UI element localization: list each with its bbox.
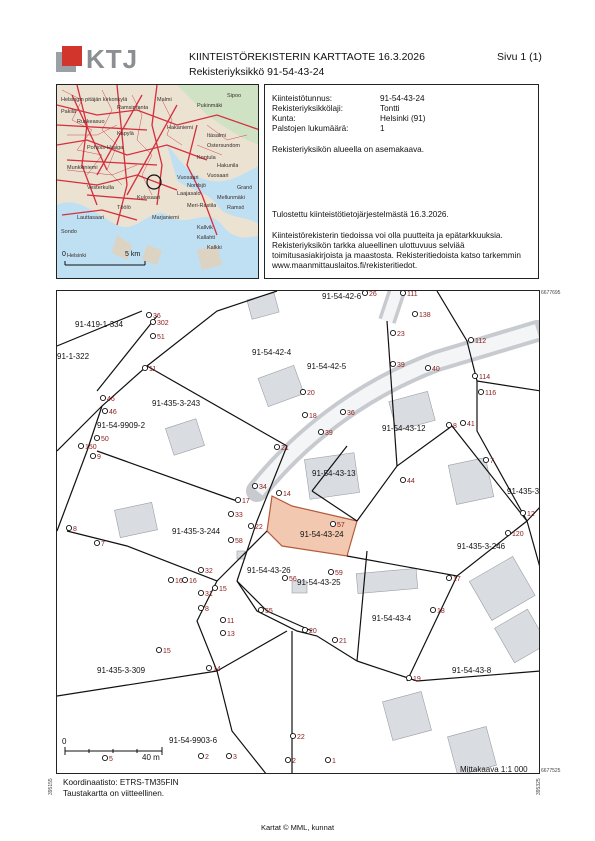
ktj-logo-mark-icon <box>56 46 82 72</box>
boundary-point-number: 40 <box>432 366 440 373</box>
boundary-point-marker <box>285 757 290 762</box>
boundary-point-number: 8 <box>453 423 457 430</box>
overview-scale-zero: 0 <box>62 251 66 258</box>
boundary-point-number: 36 <box>347 410 355 417</box>
boundary-point-number: 46 <box>109 409 117 416</box>
boundary-point-number: 58 <box>235 538 243 545</box>
unit-label: 91-54-42-5 <box>307 362 347 371</box>
boundary-point-number: 34 <box>259 484 267 491</box>
unit-label: 91-54-43-4 <box>372 614 412 623</box>
boundary-point-marker <box>472 373 477 378</box>
boundary-point-number: 57 <box>337 522 345 529</box>
overview-place-label: Granö <box>237 185 253 191</box>
overview-place-label: Kallahti <box>197 235 216 241</box>
overview-place-label: Vesterkulla <box>87 185 114 191</box>
overview-place-label: Meri-Rastila <box>187 203 217 209</box>
plan-note: Rekisteriyksikön alueella on asemakaava. <box>272 145 425 154</box>
boundary-point-number: 22 <box>255 524 263 531</box>
coordinate-system: Koordinaatisto: ETRS-TM35FIN <box>63 778 179 787</box>
boundary-point-number: 50 <box>101 436 109 443</box>
boundary-point-number: 51 <box>157 334 165 341</box>
boundary-point-marker <box>302 412 307 417</box>
overview-place-label: Vuosaari <box>207 173 229 179</box>
boundary-point-number: 20 <box>307 390 315 397</box>
boundary-point-marker <box>325 757 330 762</box>
document-title: KIINTEISTÖREKISTERIN KARTTAOTE 16.3.2026 <box>189 51 425 63</box>
basemap-note: Taustakartta on viitteellinen. <box>63 789 165 798</box>
boundary-point-marker <box>66 525 71 530</box>
property-info-panel: Kiinteistötunnus: 91-54-43-24 Rekisteriyksikkölaji: Tontti Kunta: Helsinki (91) Palstojen lukumäärä: 1 Rekisteriyksikön alueella on asemakaava. Tulostettu kiinteistötietojärjestelmästä 16.3.2026. Kiinteistörekisterin tiedoissa voi olla puutteita ja epätarkkuuksia. Rekisteriyksikön tarkka alueellinen ulottuvuus selviää toimitusasiakirjoista ja maastosta. Rekisteritiedoista katso tarkemmin www.maanmittauslaitos.fi/rekisteritiedot. <box>264 84 539 279</box>
cadastral-map-canvas <box>57 291 540 774</box>
boundary-point-number: 15 <box>163 648 171 655</box>
unit-label: 91-435-3-309 <box>97 666 146 675</box>
boundary-point-number: 36 <box>153 313 161 320</box>
boundary-point-marker <box>460 420 465 425</box>
unit-label: 91-54-43-25 <box>297 578 341 587</box>
boundary-point-number: 59 <box>335 570 343 577</box>
boundary-point-marker <box>142 365 147 370</box>
boundary-point-marker <box>302 627 307 632</box>
unit-label: 91-419-1-334 <box>75 320 124 329</box>
boundary-point-number: 41 <box>467 421 475 428</box>
boundary-point-marker <box>228 511 233 516</box>
ktj-logo <box>56 44 139 78</box>
coord-top-right: 6677695 <box>541 290 561 296</box>
boundary-point-number: 7 <box>490 458 494 465</box>
overview-place-label: Helsingin pitäjän kirkonkylä <box>61 97 128 103</box>
boundary-point-number: 9 <box>97 454 101 461</box>
overview-scale-label: 5 km <box>125 251 141 258</box>
unit-label: 91-435-3-246 <box>457 542 506 551</box>
boundary-point-number: 3 <box>233 754 237 761</box>
unit-label: 91-435-3-243 <box>152 399 201 408</box>
boundary-point-number: 18 <box>437 608 445 615</box>
boundary-point-marker <box>94 435 99 440</box>
overview-place-label: Sondo <box>61 229 77 235</box>
boundary-point-marker <box>168 577 173 582</box>
boundary-point-marker <box>235 497 240 502</box>
overview-place-label: Nordsjö <box>187 183 206 189</box>
boundary-point-number: 15 <box>219 586 227 593</box>
unit-label: 91-54-42-4 <box>252 348 292 357</box>
boundary-point-marker <box>198 567 203 572</box>
boundary-point-number: 114 <box>479 374 491 381</box>
boundary-point-marker <box>340 409 345 414</box>
boundary-point-number: 16 <box>175 578 183 585</box>
overview-map <box>56 84 259 279</box>
boundary-point-number: 33 <box>235 512 243 519</box>
boundary-point-marker <box>290 733 295 738</box>
unit-label: 91-54-9909-2 <box>97 421 146 430</box>
overview-place-label: Kalkki <box>207 245 222 251</box>
boundary-point-number: 44 <box>407 478 415 485</box>
boundary-point-marker <box>425 365 430 370</box>
boundary-point-number: 8 <box>73 526 77 533</box>
boundary-point-marker <box>156 647 161 652</box>
notice-line: Rekisteriyksikön tarkka alueellinen ulottuvuus selviää <box>272 241 465 250</box>
overview-place-label: Pukinmäki <box>197 103 223 109</box>
boundary-point-marker <box>150 319 155 324</box>
unit-label: 91-1-322 <box>57 352 90 361</box>
boundary-point-number: 31 <box>205 591 213 598</box>
overview-place-label: Töölö <box>117 205 131 211</box>
boundary-point-marker <box>228 537 233 542</box>
coord-left: 395155 <box>48 778 54 795</box>
boundary-point-number: 21 <box>339 638 347 645</box>
boundary-point-number: 32 <box>205 568 213 575</box>
boundary-point-marker <box>198 590 203 595</box>
boundary-point-number: 16 <box>189 578 197 585</box>
overview-place-label: Itäsalmi <box>207 133 226 139</box>
boundary-point-number: 302 <box>157 320 169 327</box>
overview-place-label: Helsinki <box>67 253 87 259</box>
unit-label: 91-54-9903-6 <box>169 736 218 745</box>
boundary-point-marker <box>198 605 203 610</box>
boundary-point-marker <box>478 389 483 394</box>
overview-place-label: Pakila <box>61 109 76 115</box>
boundary-point-number: 39 <box>397 362 405 369</box>
boundary-point-number: 138 <box>419 312 431 319</box>
overview-place-label: Ruskeasuo <box>77 119 105 125</box>
notice-link[interactable]: www.maanmittauslaitos.fi/rekisteritiedot. <box>272 261 418 270</box>
boundary-point-number: 14 <box>283 491 291 498</box>
ktj-logo-text: KTJ <box>86 44 139 74</box>
boundary-point-number: 1 <box>332 758 336 765</box>
boundary-point-number: 17 <box>453 576 461 583</box>
overview-place-label: Hakunila <box>217 163 239 169</box>
printed-note: Tulostettu kiinteistötietojärjestelmästä 16.3.2026. <box>272 210 449 219</box>
boundary-point-marker <box>94 540 99 545</box>
overview-place-label: Ramsinranta <box>117 105 149 111</box>
map-credits: Kartat © MML, kunnat <box>260 823 335 832</box>
overview-place-label: Pohjois-Haaga <box>87 145 124 151</box>
boundary-point-number: 19 <box>413 676 421 683</box>
coord-right: 395325 <box>536 778 542 795</box>
boundary-point-marker <box>446 575 451 580</box>
boundary-point-number: 55 <box>265 608 273 615</box>
boundary-point-marker <box>520 510 525 515</box>
boundary-point-marker <box>102 408 107 413</box>
boundary-point-number: 7 <box>101 541 105 548</box>
unit-label: 91-54-42-6 <box>322 292 362 301</box>
map-scale-label: 40 m <box>142 753 160 762</box>
boundary-point-marker <box>198 753 203 758</box>
boundary-point-marker <box>146 312 151 317</box>
unit-label: 91-435-3-244 <box>172 527 221 536</box>
unit-label: 91-54-43-12 <box>382 424 426 433</box>
cadastral-map <box>56 290 540 774</box>
boundary-point-marker <box>276 490 281 495</box>
register-unit-heading: Rekisteriyksikkö 91-54-43-24 <box>189 66 325 78</box>
boundary-point-marker <box>100 395 105 400</box>
boundary-point-number: 12 <box>527 511 535 518</box>
boundary-point-marker <box>400 291 405 296</box>
overview-place-label: Lauttasaari <box>77 215 105 221</box>
overview-place-label: Ramsö <box>227 205 245 211</box>
boundary-point-number: 150 <box>85 444 97 451</box>
boundary-point-marker <box>328 569 333 574</box>
boundary-point-marker <box>390 330 395 335</box>
boundary-point-marker <box>212 585 217 590</box>
boundary-point-marker <box>102 755 107 760</box>
boundary-point-marker <box>412 311 417 316</box>
overview-place-label: Vuosaari <box>177 175 199 181</box>
unit-label: 91-54-43-8 <box>452 666 492 675</box>
boundary-point-number: 56 <box>289 576 297 583</box>
boundary-point-number: 46 <box>107 396 115 403</box>
boundary-point-number: 111 <box>407 291 418 298</box>
boundary-point-number: 2 <box>205 754 209 761</box>
boundary-point-marker <box>150 333 155 338</box>
boundary-point-marker <box>90 453 95 458</box>
boundary-point-marker <box>390 361 395 366</box>
boundary-point-marker <box>220 630 225 635</box>
boundary-point-number: 39 <box>325 430 333 437</box>
map-scale-ratio: Mittakaava 1:1 000 <box>460 765 528 774</box>
boundary-point-number: 120 <box>512 531 524 538</box>
boundary-point-marker <box>78 443 83 448</box>
boundary-point-marker <box>446 422 451 427</box>
boundary-point-number: 17 <box>242 498 250 505</box>
boundary-point-number: 20 <box>309 628 317 635</box>
boundary-point-number: 11 <box>149 366 157 373</box>
boundary-point-number: 21 <box>281 445 289 452</box>
boundary-point-marker <box>505 530 510 535</box>
overview-place-label: Mellunmäki <box>217 195 245 201</box>
map-scale-zero: 0 <box>62 737 67 746</box>
boundary-point-marker <box>362 291 367 296</box>
boundary-point-number: 22 <box>297 734 305 741</box>
overview-place-label: Käpylä <box>117 131 134 137</box>
target-parcel-label: 91-54-43-24 <box>300 530 344 539</box>
boundary-point-number: 2 <box>292 758 296 765</box>
boundary-point-marker <box>182 577 187 582</box>
boundary-point-marker <box>332 637 337 642</box>
boundary-point-marker <box>430 607 435 612</box>
boundary-point-number: 23 <box>397 331 405 338</box>
overview-map-canvas <box>57 85 259 279</box>
overview-place-label: Munkkiniemi <box>67 165 98 171</box>
boundary-point-number: 13 <box>227 631 235 638</box>
overview-place-label: Kontula <box>197 155 216 161</box>
boundary-point-marker <box>258 607 263 612</box>
boundary-point-marker <box>282 575 287 580</box>
notice-line: toimitusasiakirjoista ja maastosta. Rekisteritiedoista katso tarkemmin <box>272 251 521 260</box>
boundary-point-number: 5 <box>109 756 113 763</box>
overview-place-label: Sipoo <box>227 93 242 99</box>
boundary-point-number: 11 <box>227 618 235 625</box>
boundary-point-marker <box>400 477 405 482</box>
boundary-point-number: 116 <box>485 390 497 397</box>
boundary-point-number: 14 <box>213 666 221 673</box>
notice-line: Kiinteistörekisterin tiedoissa voi olla puutteita ja epätarkkuuksia. <box>272 231 503 240</box>
boundary-point-marker <box>252 483 257 488</box>
boundary-point-number: 8 <box>205 606 209 613</box>
boundary-point-marker <box>248 523 253 528</box>
unit-label: 91-435-3 <box>507 487 540 496</box>
overview-place-label: Östersundom <box>207 143 241 149</box>
overview-place-label: Malmi <box>157 97 172 103</box>
unit-label: 91-54-43-13 <box>312 469 356 478</box>
boundary-point-marker <box>483 457 488 462</box>
boundary-point-marker <box>468 337 473 342</box>
boundary-point-marker <box>318 429 323 434</box>
overview-place-label: Kulosaari <box>137 195 160 201</box>
boundary-point-marker <box>206 665 211 670</box>
boundary-point-marker <box>300 389 305 394</box>
coord-bottom-right: 6677525 <box>541 768 561 774</box>
overview-place-label: Laajasalo <box>177 191 201 197</box>
overview-place-label: Hakaniemi <box>167 125 193 131</box>
boundary-point-number: 18 <box>309 413 317 420</box>
boundary-point-number: 112 <box>475 338 487 345</box>
boundary-point-marker <box>226 753 231 758</box>
page-indicator: Sivu 1 (1) <box>497 51 542 63</box>
unit-label: 91-54-43-26 <box>247 566 291 575</box>
boundary-point-number: 26 <box>369 291 377 298</box>
boundary-point-marker <box>330 521 335 526</box>
overview-place-label: Marjaniemi <box>152 215 179 221</box>
boundary-point-marker <box>220 617 225 622</box>
overview-place-label: Kallvik <box>197 225 213 231</box>
boundary-point-marker <box>274 444 279 449</box>
boundary-point-marker <box>406 675 411 680</box>
